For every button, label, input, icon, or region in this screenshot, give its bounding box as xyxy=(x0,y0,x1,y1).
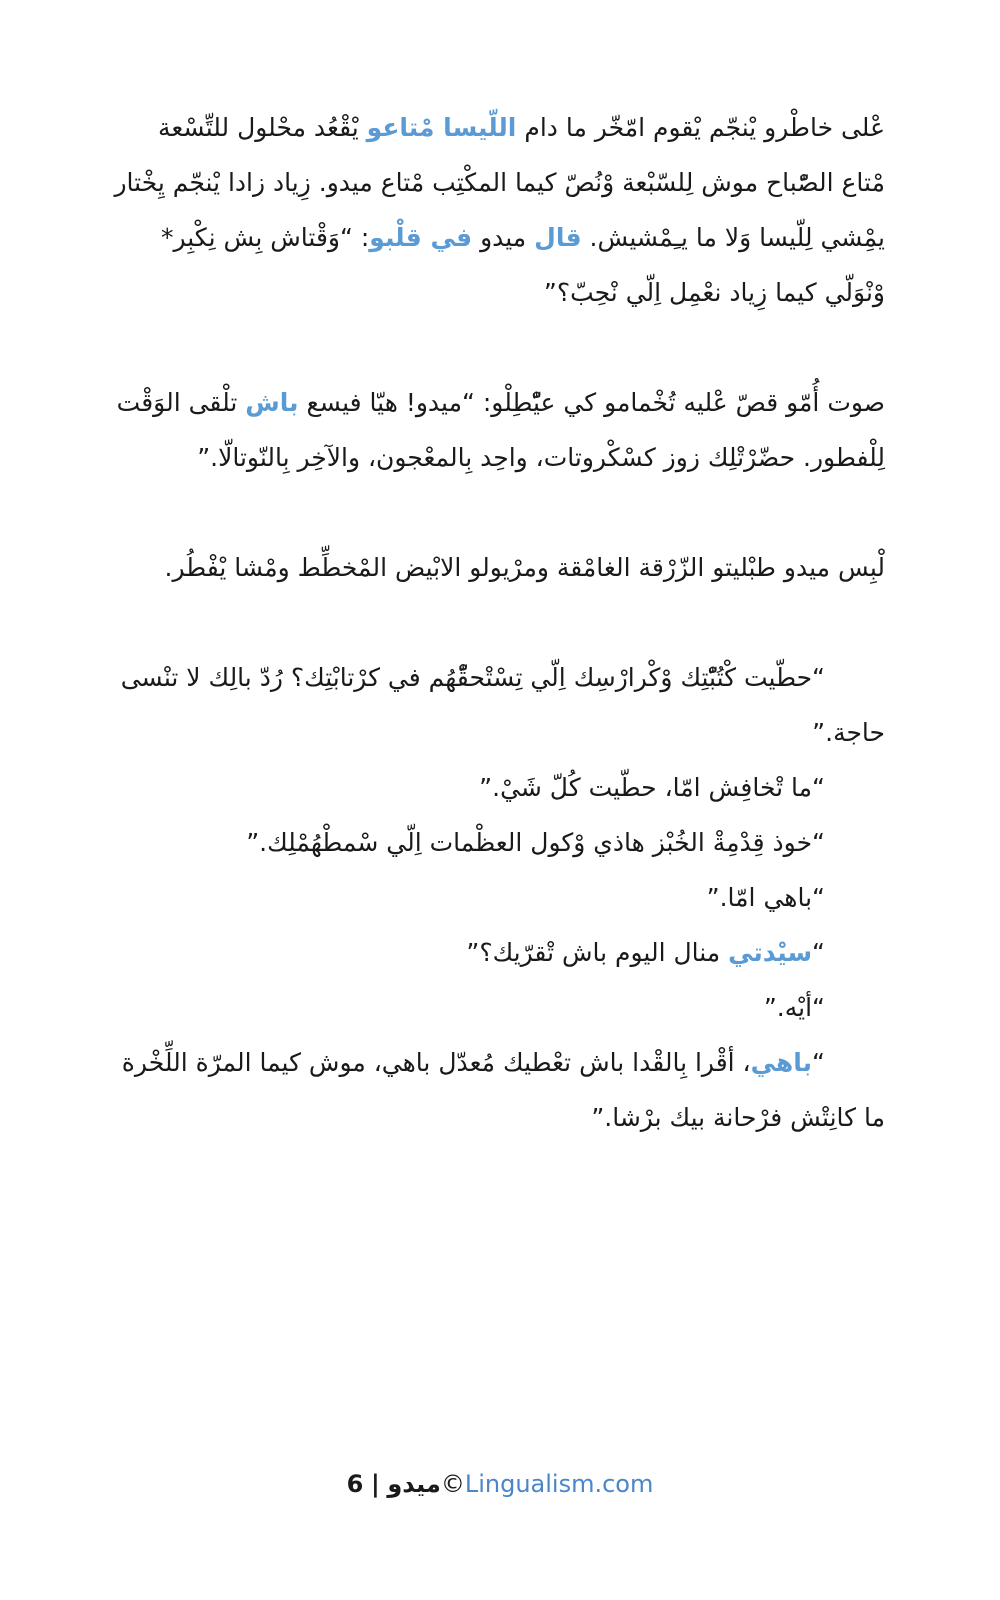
highlighted-word: باهي xyxy=(750,1048,813,1077)
dialogue-line xyxy=(108,760,885,815)
text-segment: “خوذ قِدْمِةْ الخُبْز هاذي وْكول العظْمات اِلّي سْمطْهُمْلِك.” xyxy=(246,828,825,857)
highlighted-word: سيْدتي xyxy=(728,938,813,967)
page-number: 6 xyxy=(346,1470,364,1498)
dialogue-line xyxy=(108,980,885,1035)
paragraph xyxy=(108,540,885,595)
text-segment: ميدو xyxy=(472,223,535,252)
text-segment: منال اليوم باش تْقرّيك؟” xyxy=(466,938,729,967)
text-segment: صوت أُمّو قصّ عْليه تُخْمامو كي عيّْطِلْو: “ميدو! هيّا فيسع xyxy=(298,388,885,417)
page-footer xyxy=(0,1470,1000,1498)
site-link[interactable]: Lingualism.com xyxy=(464,1470,654,1498)
text-segment: “ xyxy=(812,1048,825,1077)
dialogue-line xyxy=(108,1035,885,1145)
dialogue-line xyxy=(108,870,885,925)
text-segment: تلْقى الوَقْت لِلْفطور. حضّرْتْلِك زوز كسْكْروتات، واحِد بِالمعْجون، والآخِر بِالنّوتالّا.” xyxy=(116,388,885,472)
highlighted-word: في قلْبو xyxy=(369,223,473,252)
dialogue-line xyxy=(108,925,885,980)
text-segment: “حطّيت كْتُبّْتِك وْكْرارْسِك اِلّي تِسْتْحقّْهُم في كرْتابْتِك؟ رُدّ بالِك لا تنْسى حاجة.” xyxy=(120,663,885,747)
dialogue-block xyxy=(108,650,885,1145)
paragraph xyxy=(108,100,885,320)
paragraph xyxy=(108,375,885,485)
dialogue-line xyxy=(108,650,885,760)
page-body xyxy=(108,100,885,1145)
highlighted-word: باش xyxy=(245,388,299,417)
text-segment: عْلى خاطْرو يْنجّم يْقوم امّخّر ما دام xyxy=(516,113,885,142)
text-segment: يْقْعُد محْلول للتِّسْعة مْتاع الصّْباح موش لِلسّبْعة وْنُصّ كيما المكْتِب مْتاع ميدو. زِياد زادا يْنجّم يِخْتار يمِْشي لِلّيسا وَلا ما يـِمْشيش. xyxy=(114,113,885,252)
text-segment: “ما تْخافِش امّا، حطّيت كُلّ شَيْ.” xyxy=(479,773,825,802)
highlighted-word: اللّيسا مْتاعو xyxy=(366,113,517,142)
book-title: ميدو xyxy=(387,1470,441,1498)
narrative-paragraphs xyxy=(108,100,885,595)
copyright-symbol: © xyxy=(440,1470,465,1498)
highlighted-word: قال xyxy=(534,223,582,252)
text-segment: : “وَقْتاش بِش نِكْبِر* وْنْوَلّي كيما زِياد نعْمِل اِلّي نْحِبّ؟” xyxy=(160,223,885,307)
dialogue-line xyxy=(108,815,885,870)
text-segment: ، أقْرا بِالقْدا باش تعْطيك مُعدّل باهي، موش كيما المرّة اللِّخْرة ما كانِتْش فرْحانة بيك برْشا.” xyxy=(121,1048,885,1132)
text-segment: لْبِس ميدو طبْليتو الزّرْقة الغامْقة ومرْيولو الابْيض المْخطِّط ومْشا يْفْطُر. xyxy=(164,553,885,582)
text-segment: “أيْه.” xyxy=(763,993,825,1022)
footer-separator: | xyxy=(370,1470,380,1498)
text-segment: “باهي امّا.” xyxy=(706,883,825,912)
text-segment: “ xyxy=(812,938,825,967)
